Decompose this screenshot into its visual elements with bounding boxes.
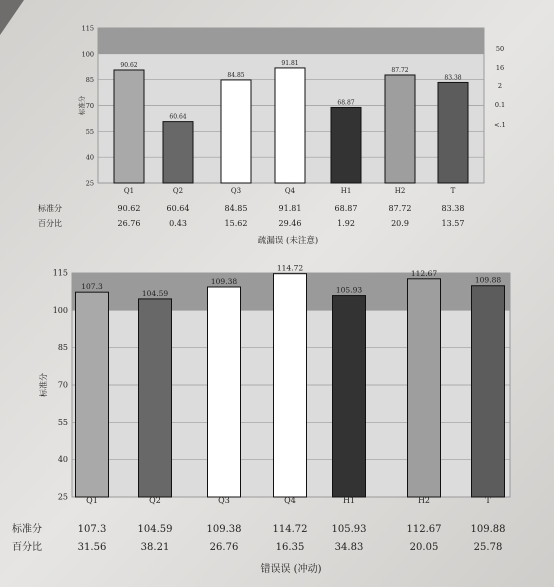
score-value: 87.72 xyxy=(388,204,412,213)
score-value: 109.38 xyxy=(206,524,242,535)
bar-value-label: 112.67 xyxy=(410,268,438,278)
category-label: H2 xyxy=(417,496,431,505)
bar-value-label: 109.88 xyxy=(474,275,502,285)
category-label: H2 xyxy=(394,187,406,195)
category-label: T xyxy=(485,496,491,505)
bar-value-label: 90.62 xyxy=(120,61,138,69)
row-label-percentile: 百分比 xyxy=(38,219,62,228)
percentile-value: 29.46 xyxy=(278,219,302,228)
percentile-value: 34.83 xyxy=(334,542,364,553)
chart-subtitle: 疏漏误 (未注意) xyxy=(257,236,319,246)
category-label: H1 xyxy=(342,496,356,505)
bar-value-label: 91.81 xyxy=(281,59,299,67)
bar-Q3 xyxy=(208,287,241,497)
top-band xyxy=(98,28,484,54)
percentile-value: 20.05 xyxy=(409,542,439,553)
bar-T xyxy=(438,82,468,183)
y-tick-label: 115 xyxy=(81,24,94,33)
y2-tick-label: <.1 xyxy=(494,120,506,129)
bar-Q4 xyxy=(274,274,307,497)
category-label: H1 xyxy=(340,187,352,195)
score-value: 68.87 xyxy=(334,204,358,213)
percentile-value: 25.78 xyxy=(473,542,503,553)
category-label: Q2 xyxy=(149,496,161,505)
y-tick-label: 40 xyxy=(85,153,94,162)
category-label: Q3 xyxy=(230,187,242,195)
y-tick-label: 55 xyxy=(85,127,94,136)
category-label: Q3 xyxy=(218,496,230,505)
y-tick-label: 85 xyxy=(57,343,68,353)
bar-H1 xyxy=(333,296,366,497)
bar-Q1 xyxy=(114,70,144,183)
y-tick-label: 40 xyxy=(57,455,68,465)
percentile-value: 26.76 xyxy=(117,219,141,228)
score-value: 90.62 xyxy=(117,204,141,213)
score-value: 60.64 xyxy=(166,204,190,213)
y2-tick-label: 50 xyxy=(495,45,505,54)
y-tick-label: 70 xyxy=(57,380,68,390)
y2-tick-label: 2 xyxy=(497,82,503,91)
category-label: Q1 xyxy=(86,496,98,505)
bar-value-label: 104.59 xyxy=(141,288,169,298)
percentile-value: 20.9 xyxy=(391,219,409,228)
percentile-value: 15.62 xyxy=(224,219,248,228)
bar-Q2 xyxy=(139,299,172,497)
score-value: 109.88 xyxy=(470,524,506,535)
category-label: Q4 xyxy=(284,496,296,505)
bar-Q1 xyxy=(76,292,109,497)
bar-value-label: 114.72 xyxy=(276,263,304,273)
row-label-percentile: 百分比 xyxy=(12,542,42,553)
score-value: 114.72 xyxy=(272,524,308,535)
score-value: 84.85 xyxy=(224,204,248,213)
y-tick-label: 100 xyxy=(52,305,68,315)
y-axis-label: 标准分 xyxy=(78,95,86,116)
bar-value-label: 109.38 xyxy=(210,276,238,286)
percentile-value: 1.92 xyxy=(337,219,355,228)
bar-value-label: 60.64 xyxy=(169,113,187,121)
bar-Q4 xyxy=(275,68,305,183)
percentile-value: 0.43 xyxy=(169,219,187,228)
bar-value-label: 107.3 xyxy=(81,282,103,292)
bar-H2 xyxy=(408,279,441,497)
y2-tick-label: 0.1 xyxy=(494,101,506,110)
bar-H1 xyxy=(331,107,361,183)
y2-tick-label: 16 xyxy=(495,64,505,73)
category-label: T xyxy=(450,187,456,195)
y-axis-label: 标准分 xyxy=(39,373,48,397)
y-tick-label: 55 xyxy=(57,417,68,427)
row-label-score: 标准分 xyxy=(12,524,42,535)
percentile-value: 38.21 xyxy=(140,542,170,553)
y-tick-label: 25 xyxy=(85,179,94,188)
bar-Q3 xyxy=(221,80,251,183)
bar-H2 xyxy=(385,75,415,183)
score-value: 83.38 xyxy=(441,204,465,213)
y-tick-label: 100 xyxy=(81,50,94,59)
percentile-value: 16.35 xyxy=(275,542,305,553)
bar-value-label: 68.87 xyxy=(337,99,355,107)
score-value: 91.81 xyxy=(278,204,302,213)
bar-value-label: 87.72 xyxy=(391,66,409,74)
percentile-value: 13.57 xyxy=(441,219,465,228)
category-label: Q1 xyxy=(123,187,135,195)
bar-value-label: 105.93 xyxy=(335,285,363,295)
y-tick-label: 115 xyxy=(52,268,68,278)
bar-T xyxy=(472,286,505,497)
row-label-score: 标准分 xyxy=(38,204,62,213)
score-value: 112.67 xyxy=(406,524,442,535)
y-tick-label: 25 xyxy=(57,492,68,502)
chart-subtitle: 错误误 (冲动) xyxy=(260,564,322,575)
score-value: 107.3 xyxy=(77,524,107,535)
score-value: 104.59 xyxy=(137,524,173,535)
score-value: 105.93 xyxy=(331,524,367,535)
category-label: Q4 xyxy=(284,187,296,195)
bar-value-label: 84.85 xyxy=(227,71,245,79)
category-label: Q2 xyxy=(172,187,184,195)
bar-value-label: 83.38 xyxy=(444,74,462,82)
bar-Q2 xyxy=(163,122,193,183)
percentile-value: 31.56 xyxy=(77,542,107,553)
percentile-value: 26.76 xyxy=(209,542,239,553)
y-tick-label: 70 xyxy=(85,102,94,110)
y-tick-label: 85 xyxy=(85,76,94,85)
